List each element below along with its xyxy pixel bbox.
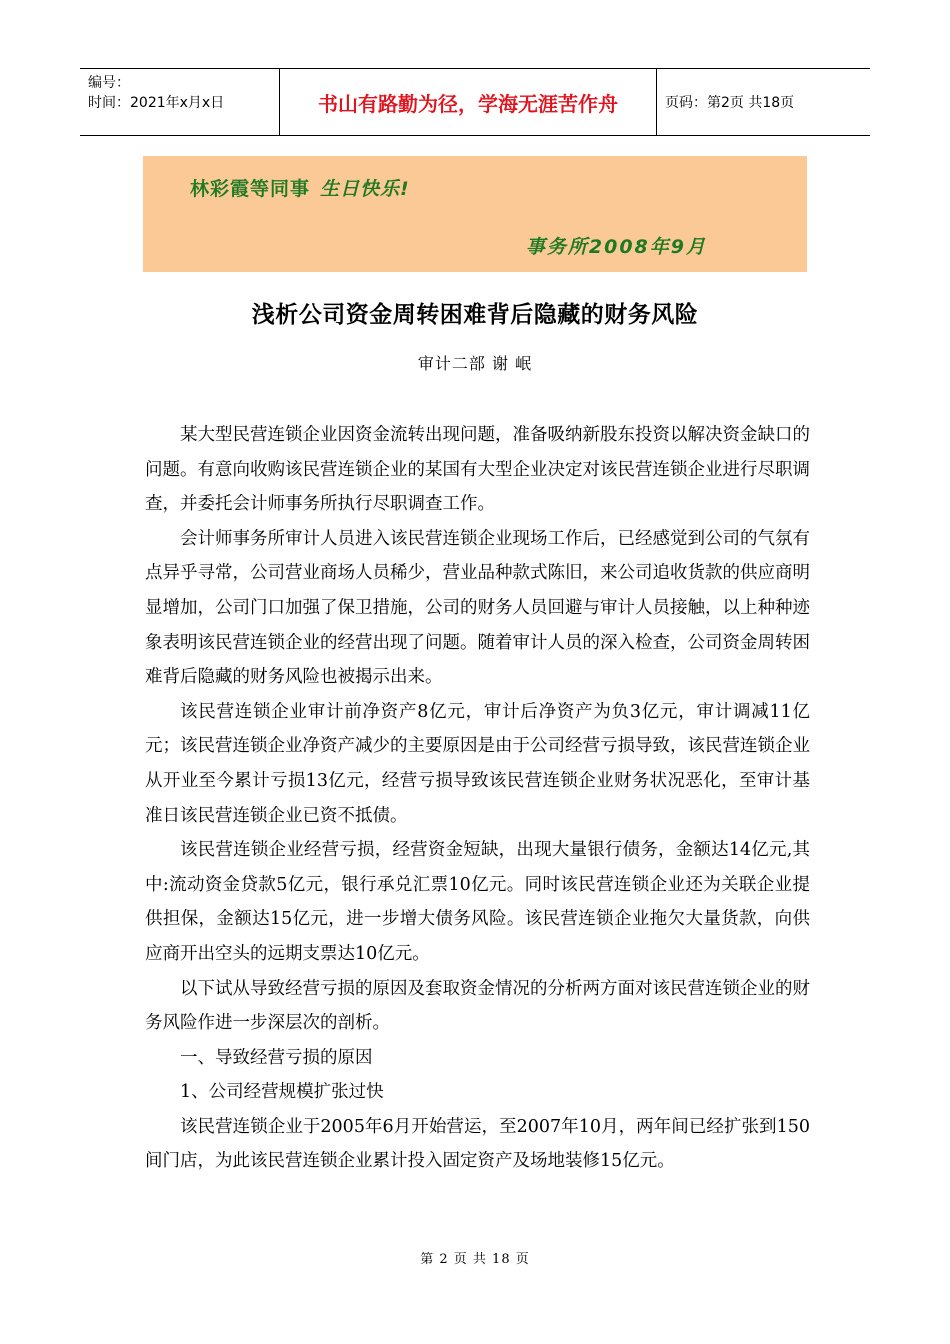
- body-paragraph: 某大型民营连锁企业因资金流转出现问题，准备吸纳新股东投资以解决资金缺口的问题。有意向收购该民营连锁企业的某国有大型企业决定对该民营连锁企业进行尽职调查，并委托会计师事务所执行尽职调查工作。: [145, 425, 810, 515]
- body-paragraph: 该民营连锁企业审计前净资产8亿元，审计后净资产为负3亿元，审计调减11亿元；该民营连锁企业净资产减少的主要原因是由于公司经营亏损导致，该民营连锁企业从开业至今累计亏损13亿元，经营亏损导致该民营连锁企业财务状况恶化，至审计基准日该民营连锁企业已资不抵债。: [145, 701, 810, 826]
- banner-greeting: [190, 174, 410, 201]
- body-paragraph: 该民营连锁企业经营亏损，经营资金短缺，出现大量银行债务，金额达14亿元,其中:流动资金贷款5亿元，银行承兑汇票10亿元。同时该民营连锁企业还为关联企业提供担保，金额达15亿元，进一步增大债务风险。该民营连锁企业拖欠大量货款，向供应商开出空头的远期支票达10亿元。: [145, 840, 810, 964]
- banner-greeting-names: 林彩霞等同事: [190, 178, 311, 200]
- document-number-label: 编号：: [88, 75, 130, 91]
- section-heading: 一、导致经营亏损的原因: [180, 1047, 373, 1068]
- document-time-label: 时间：2021年x月x日: [88, 95, 225, 111]
- body-paragraph: 会计师事务所审计人员进入该民营连锁企业现场工作后，已经感觉到公司的气氛有点异乎寻常，公司营业商场人员稀少，营业品种款式陈旧，来公司追收货款的供应商明显增加，公司门口加强了保卫措施，公司的财务人员回避与审计人员接触，以上种种迹象表明该民营连锁企业的经营出现了问题。随着审计人员的深入检查，公司资金周转困难背后隐藏的财务风险也被揭示出来。: [145, 528, 810, 688]
- document-author: 审计二部 谢 岷: [417, 354, 533, 373]
- header-page-info: 页码：第2页 共18页: [665, 95, 795, 111]
- page-footer: 第 2 页 共 18 页: [420, 1252, 530, 1267]
- subsection-heading: 1、公司经营规模扩张过快: [180, 1082, 384, 1103]
- banner-greeting-wish: 生日快乐!: [320, 178, 410, 200]
- header-motto: 书山有路勤为径，学海无涯苦作舟: [280, 69, 657, 135]
- document-title: 浅析公司资金周转困难背后隐藏的财务风险: [251, 302, 699, 328]
- document-body: [145, 418, 810, 1179]
- document-header: [80, 68, 870, 136]
- header-meta-cell: [80, 69, 280, 135]
- body-paragraph: 该民营连锁企业于2005年6月开始营运，至2007年10月，两年间已经扩张到150间门店，为此该民营连锁企业累计投入固定资产及场地装修15亿元。: [145, 1116, 810, 1172]
- body-paragraph: 以下试从导致经营亏损的原因及套取资金情况的分析两方面对该民营连锁企业的财务风险作进一步深层次的剖析。: [145, 978, 810, 1034]
- birthday-banner: [143, 156, 807, 272]
- banner-signature: 事务所2008年9月: [525, 236, 707, 258]
